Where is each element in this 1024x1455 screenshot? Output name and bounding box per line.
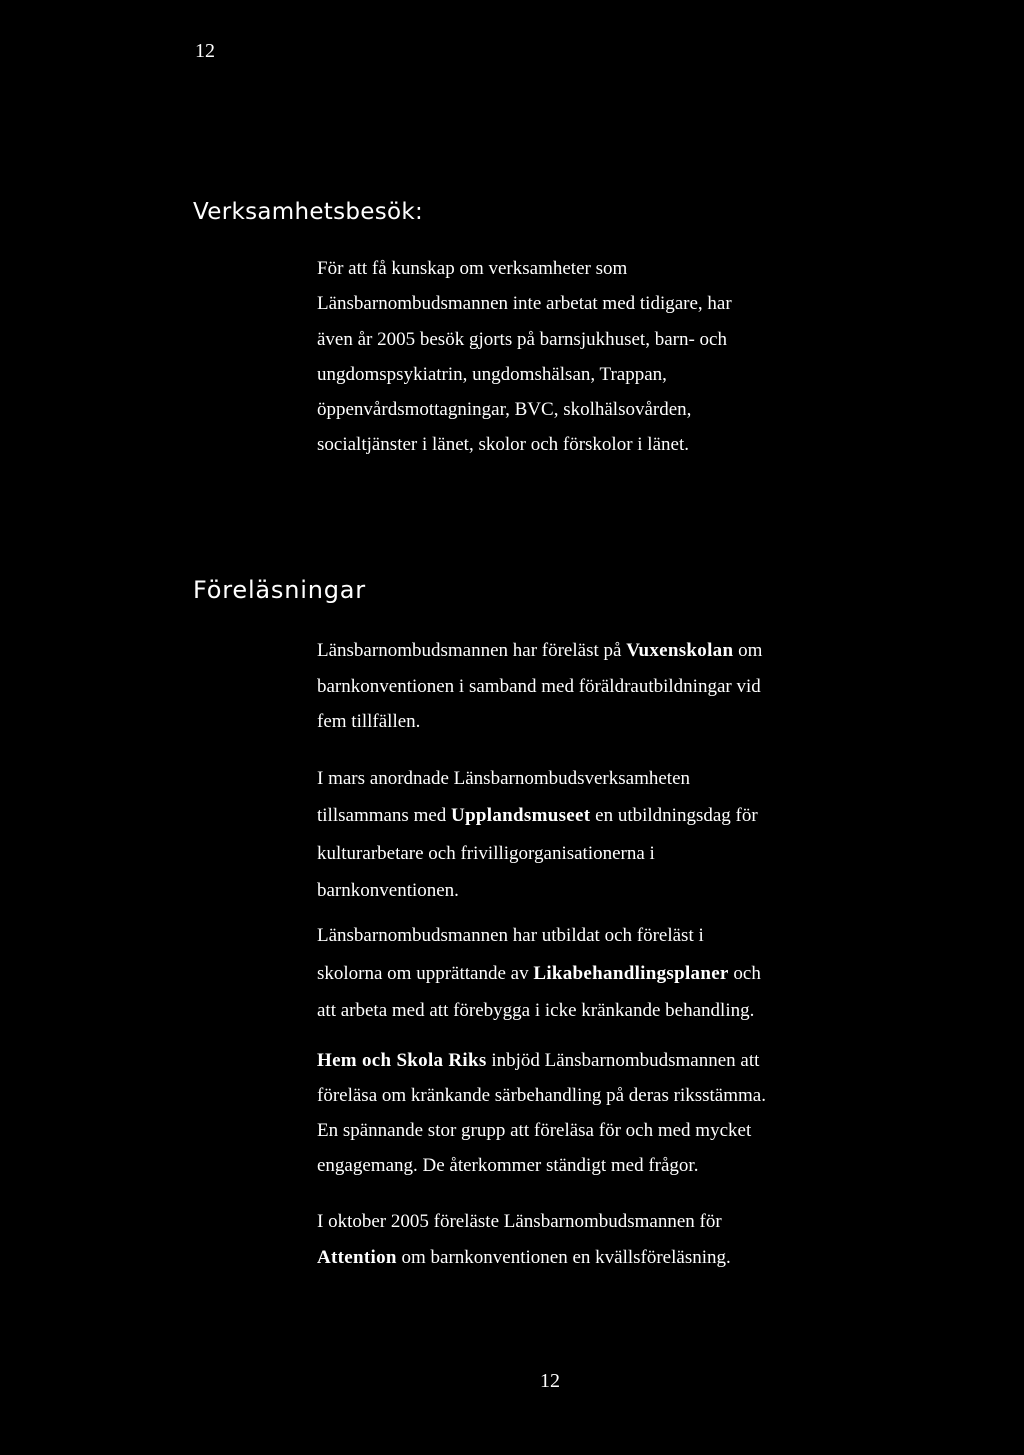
paragraph-line: Länsbarnombudsmannen har utbildat och föreläst i [317, 925, 704, 946]
paragraph-line: öppenvårdsmottagningar, BVC, skolhälsovården, [317, 399, 692, 421]
section-heading-verksamhetsbesok: Verksamhetsbesök: [193, 199, 424, 225]
text-run: och [728, 962, 761, 984]
bold-text-vuxenskolan: Vuxenskolan [626, 640, 734, 661]
paragraph-line: I mars anordnade Länsbarnombudsverksamheten [317, 768, 691, 789]
paragraph-line: I oktober 2005 föreläste Länsbarnombudsmannen för [317, 1211, 722, 1232]
paragraph-line [317, 797, 877, 834]
paragraph-line: även år 2005 besök gjorts på barnsjukhuset, barn- och [317, 328, 727, 350]
text-run: om [733, 640, 763, 661]
paragraph-line: ungdomspsykiatrin, ungdomshälsan, Trappan, [317, 363, 667, 385]
text-run: om barnkonventionen en kvällsföreläsning. [396, 1247, 731, 1268]
paragraph-vuxenskolan [317, 633, 877, 740]
page-number-top: 12 [195, 40, 215, 62]
bold-text-attention: Attention [317, 1247, 397, 1268]
bold-text-hem-och-skola-riks: Hem och Skola Riks [317, 1050, 487, 1071]
text-run: Länsbarnombudsmannen har föreläst på [317, 640, 627, 661]
paragraph-line: kulturarbetare och frivilligorganisationerna i [317, 842, 655, 864]
paragraph-line: För att få kunskap om verksamheter som [317, 258, 628, 279]
text-run: skolorna om upprättande av [317, 962, 534, 984]
paragraph-line: föreläsa om kränkande särbehandling på deras riksstämma. [317, 1085, 766, 1106]
paragraph-line: fem tillfällen. [317, 711, 421, 732]
paragraph-line: socialtjänster i länet, skolor och förskolor i länet. [317, 434, 689, 456]
bold-text-upplandsmuseet: Upplandsmuseet [451, 805, 591, 827]
section-heading-forelasningar: Föreläsningar [193, 576, 366, 604]
paragraph-line: att arbeta med att förebygga i icke kränkande behandling. [317, 1000, 755, 1021]
paragraph-line [317, 1240, 877, 1276]
paragraph-verksamhetsbesok [317, 251, 877, 463]
page-number-bottom: 12 [540, 1370, 560, 1392]
paragraph-line: barnkonventionen i samband med föräldrautbildningar vid [317, 675, 761, 697]
paragraph-attention [317, 1204, 877, 1276]
paragraph-line [317, 633, 877, 669]
paragraph-line: barnkonventionen. [317, 879, 459, 901]
text-run: en utbildningsdag för [590, 805, 758, 827]
paragraph-upplandsmuseet [317, 760, 877, 909]
text-run: inbjöd Länsbarnombudsmannen att [486, 1050, 760, 1071]
paragraph-hem-och-skola [317, 1043, 877, 1183]
paragraph-line [317, 1043, 877, 1078]
paragraph-line: Länsbarnombudsmannen inte arbetat med tidigare, har [317, 293, 732, 315]
paragraph-line: En spännande stor grupp att föreläsa för och med mycket [317, 1120, 752, 1141]
bold-text-likabehandlingsplaner: Likabehandlingsplaner [533, 962, 729, 984]
paragraph-line: engagemang. De återkommer ständigt med frågor. [317, 1155, 699, 1176]
text-run: tillsammans med [317, 805, 452, 827]
paragraph-line [317, 955, 877, 993]
paragraph-likabehandlingsplaner [317, 917, 877, 1030]
